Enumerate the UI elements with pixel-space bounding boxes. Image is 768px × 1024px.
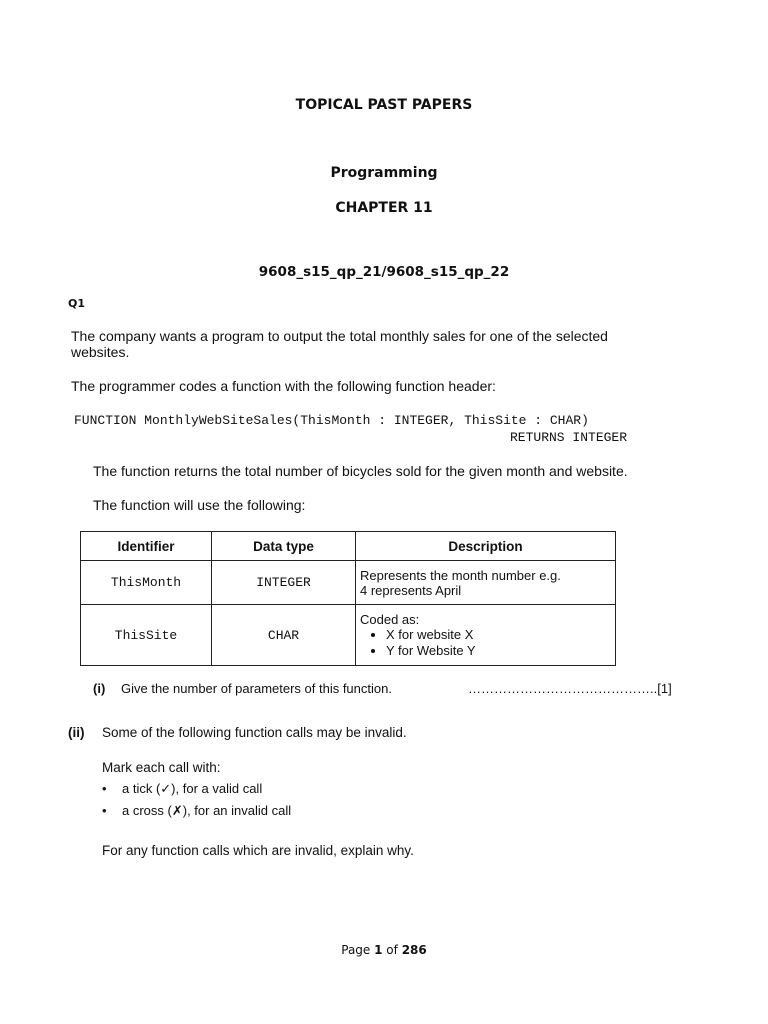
programmer-text: The programmer codes a function with the following function header:	[71, 378, 496, 394]
list-item: • a cross (✗), for an invalid call	[102, 803, 292, 818]
page-footer	[0, 943, 768, 957]
header-identifier: Identifier	[81, 532, 212, 561]
returns-text: The function returns the total number of bicycles sold for the given month and website.	[93, 463, 628, 479]
question-label: Q1	[68, 297, 86, 310]
row1-identifier: ThisMonth	[81, 561, 212, 605]
part-i-answer-line[interactable]: ……………………………………..[1]	[468, 681, 672, 696]
cross-bullet-text: a cross (✗), for an invalid call	[122, 803, 292, 818]
page-of: of	[382, 943, 402, 957]
intro-line-1: The company wants a program to output the total monthly sales for one of the selected	[71, 328, 608, 344]
row1-desc-line-1: Represents the month number e.g.	[360, 567, 561, 583]
explain-text: For any function calls which are invalid, explain why.	[102, 843, 414, 858]
row2-bullet-list	[360, 627, 611, 659]
header-description: Description	[356, 532, 616, 561]
row1-description	[356, 561, 616, 605]
row1-desc-line-2: 4 represents April	[360, 582, 462, 598]
part-i-label: (i)	[93, 681, 106, 696]
part-i	[93, 681, 392, 696]
row2-type: CHAR	[212, 605, 356, 666]
part-i-text: Give the number of parameters of this function.	[121, 681, 392, 696]
page-total: 286	[401, 943, 427, 957]
row2-description	[356, 605, 616, 666]
list-item: • a tick (✓), for a valid call	[102, 781, 263, 796]
subject-heading: Programming	[330, 165, 438, 181]
page-number: 1	[374, 943, 383, 957]
paper-code: 9608_s15_qp_21/9608_s15_qp_22	[258, 264, 510, 280]
list-item: • X for website X	[386, 627, 611, 643]
code-line-2: RETURNS INTEGER	[510, 430, 628, 445]
tick-bullet-text: a tick (✓), for a valid call	[122, 781, 263, 796]
row2-identifier: ThisSite	[81, 605, 212, 666]
header-data-type: Data type	[212, 532, 356, 561]
table-row	[81, 605, 616, 666]
document-title: TOPICAL PAST PAPERS	[295, 97, 473, 113]
uses-text: The function will use the following:	[93, 497, 306, 513]
mark-text: Mark each call with:	[102, 760, 221, 775]
part-ii	[68, 725, 407, 740]
part-ii-label: (ii)	[68, 725, 85, 740]
row1-type: INTEGER	[212, 561, 356, 605]
part-ii-text: Some of the following function calls may be invalid.	[102, 725, 407, 740]
mark-bullet-list	[102, 778, 291, 822]
intro-line-2: websites.	[71, 344, 130, 360]
page-prefix: Page	[341, 943, 375, 957]
table-header-row	[81, 532, 616, 561]
question-intro	[71, 328, 651, 360]
code-line-1: FUNCTION MonthlyWebSiteSales(ThisMonth : INTEGER, ThisSite : CHAR)	[74, 413, 589, 428]
table-row	[81, 561, 616, 605]
chapter-heading: CHAPTER 11	[335, 200, 433, 216]
list-item: • Y for Website Y	[386, 643, 611, 659]
row2-desc-intro: Coded as:	[360, 611, 420, 627]
identifier-table	[80, 531, 616, 666]
